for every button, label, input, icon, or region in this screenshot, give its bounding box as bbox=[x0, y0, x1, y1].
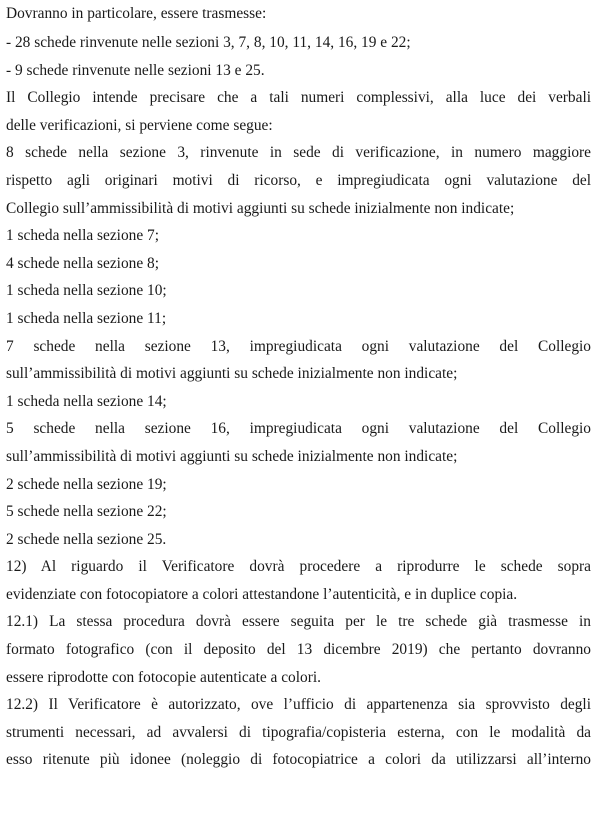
text-line: Dovranno in particolare, essere trasmesse: bbox=[6, 5, 267, 22]
text-line: strumenti necessari, ad avvalersi di tipografia/copisteria esterna, con le modalità da bbox=[6, 723, 591, 741]
text-line: 5 schede nella sezione 22; bbox=[6, 503, 167, 521]
text-line: 7 schede nella sezione 13, impregiudicata ogni valutazione del Collegio bbox=[6, 337, 591, 355]
text-line: formato fotografico (con il deposito del 13 dicembre 2019) che pertanto dovranno bbox=[6, 641, 591, 659]
text-line: 1 scheda nella sezione 7; bbox=[6, 227, 159, 245]
document-body bbox=[6, 0, 591, 774]
text-line: sull’ammissibilità di motivi aggiunti su schede inizialmente non indicate; bbox=[6, 447, 458, 465]
text-line: 1 scheda nella sezione 11; bbox=[6, 309, 167, 327]
text-line: 2 schede nella sezione 19; bbox=[6, 475, 167, 493]
text-line: 12.1) La stessa procedura dovrà essere seguita per le tre schede già trasmesse in bbox=[6, 613, 591, 631]
text-line: evidenziate con fotocopiatore a colori attestandone l’autenticità, e in duplice copia. bbox=[6, 585, 518, 603]
text-line: 2 schede nella sezione 25. bbox=[6, 530, 167, 548]
text-line: 12.2) Il Verificatore è autorizzato, ove l’ufficio di appartenenza sia sprovvisto degli bbox=[6, 696, 591, 714]
text-line: 12) Al riguardo il Verificatore dovrà procedere a riprodurre le schede sopra bbox=[6, 558, 591, 576]
text-line: 1 scheda nella sezione 10; bbox=[6, 282, 167, 300]
text-line: esso ritenute più idonee (noleggio di fotocopiatrice a colori da utilizzarsi all’interno bbox=[6, 751, 591, 769]
text-line: Collegio sull’ammissibilità di motivi aggiunti su schede inizialmente non indicate; bbox=[6, 199, 515, 217]
text-line: - 9 schede rinvenute nelle sezioni 13 e 25. bbox=[6, 61, 265, 79]
text-line: sull’ammissibilità di motivi aggiunti su schede inizialmente non indicate; bbox=[6, 365, 458, 383]
text-line: 5 schede nella sezione 16, impregiudicata ogni valutazione del Collegio bbox=[6, 420, 591, 438]
text-line: 4 schede nella sezione 8; bbox=[6, 254, 159, 272]
text-line: Il Collegio intende precisare che a tali numeri complessivi, alla luce dei verbali bbox=[6, 89, 591, 107]
text-line: essere riprodotte con fotocopie autenticate a colori. bbox=[6, 668, 321, 686]
text-line: delle verificazioni, si perviene come segue: bbox=[6, 116, 273, 134]
text-line: - 28 schede rinvenute nelle sezioni 3, 7, 8, 10, 11, 14, 16, 19 e 22; bbox=[6, 34, 411, 51]
text-line: 1 scheda nella sezione 14; bbox=[6, 392, 167, 410]
text-line: rispetto agli originari motivi di ricorso, e impregiudicata ogni valutazione del bbox=[6, 171, 591, 189]
text-line: 8 schede nella sezione 3, rinvenute in sede di verificazione, in numero maggiore bbox=[6, 144, 591, 162]
